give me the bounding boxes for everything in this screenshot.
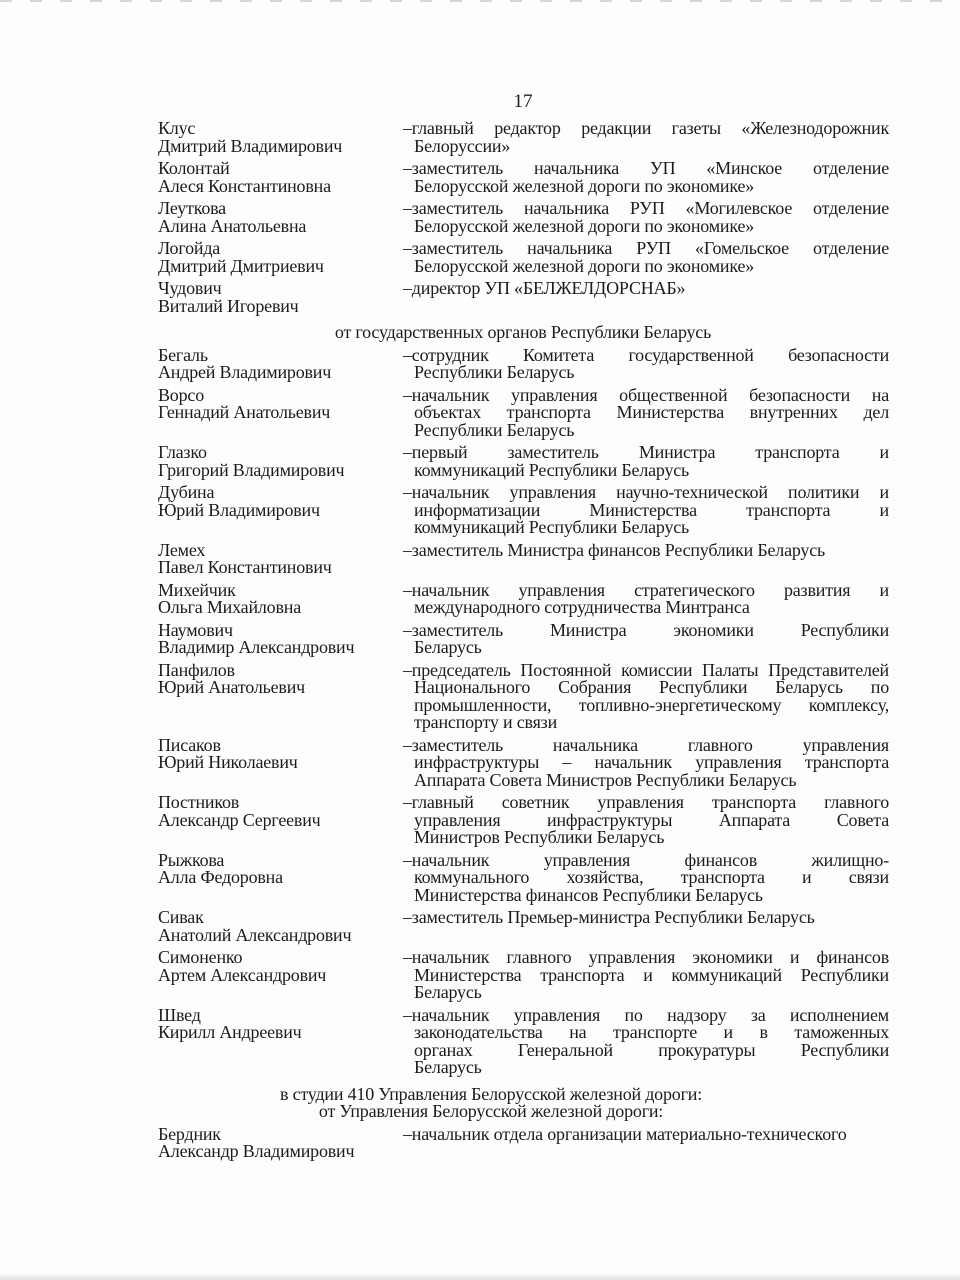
entry-position (403, 1004, 889, 1077)
position-line: информатизации Министерства транспорта и (414, 499, 889, 520)
entry-surname: Наумович (158, 619, 233, 640)
position-line: –начальник управления по надзору за исполнением (403, 1004, 889, 1025)
position-line: коммуникаций Республики Беларусь (414, 459, 690, 480)
entry-surname: Лемех (158, 539, 206, 560)
section-header-group (158, 324, 888, 342)
position-line: –заместитель Министра экономики Республики (403, 619, 889, 640)
list-item (158, 794, 888, 847)
entry-given-name: Григорий Владимирович (158, 459, 345, 480)
position-line: –председатель Постоянной комиссии Палаты Представителей (403, 659, 889, 680)
list-item (158, 240, 888, 275)
entry-name (158, 160, 403, 195)
section (158, 1083, 888, 1161)
position-line: Национального Собрания Республики Беларусь по (414, 677, 889, 697)
list-item (158, 160, 888, 195)
entry-given-name: Владимир Александрович (158, 637, 355, 657)
entry-name (158, 200, 403, 235)
list-item (158, 579, 889, 617)
entry-given-name: Дмитрий Владимирович (158, 135, 343, 156)
entry-given-name: Дмитрий Дмитриевич (158, 255, 324, 276)
entry-position (403, 909, 889, 927)
entry-given-name: Геннадий Анатольевич (158, 402, 331, 422)
entry-surname: Постников (158, 792, 240, 812)
entry-position (403, 659, 889, 732)
position-line: –начальник управления общественной безопасности на (403, 384, 889, 405)
entry-surname: Михейчик (158, 579, 236, 600)
entry-position (403, 344, 889, 382)
list-item (158, 444, 888, 479)
position-line: объектах транспорта Министерства внутренних дел (414, 402, 889, 422)
position-line: –начальник управления финансов жилищно- (403, 849, 889, 870)
entry-name (158, 240, 403, 275)
list-item (158, 909, 888, 944)
entry-given-name: Виталий Игоревич (158, 295, 299, 316)
section-header: от Управления Белорусской железной дороги: (318, 1101, 664, 1121)
position-line: –начальник отдела организации материально-технического (403, 1123, 847, 1144)
position-line: –главный редактор редакции газеты «Железнодорожник (403, 118, 889, 138)
entry-given-name: Ольга Михайловна (158, 597, 301, 617)
entry-given-name: Александр Владимирович (158, 1141, 355, 1161)
position-line: –начальник управления научно-технической политики и (403, 482, 889, 502)
section-header-group (126, 1083, 856, 1121)
position-line: –заместитель Премьер-министра Республики Беларусь (403, 907, 815, 927)
entry-surname: Дубина (158, 482, 215, 502)
entry-surname: Бегаль (158, 344, 208, 365)
entry-position (403, 160, 889, 195)
entry-given-name: Юрий Владимирович (158, 499, 320, 520)
list-item (158, 949, 888, 1002)
entry-given-name: Алеся Константиновна (158, 175, 331, 196)
entry-name (158, 344, 403, 382)
entry-given-name: Артем Александрович (158, 964, 327, 985)
list-item (158, 200, 888, 235)
position-line: Беларусь (414, 637, 482, 657)
entry-given-name: Юрий Николаевич (158, 752, 298, 772)
page-number: 17 (513, 91, 533, 112)
position-line: Республики Беларусь (414, 419, 575, 440)
list-item (158, 539, 888, 577)
section (158, 324, 888, 1077)
entry-name (158, 539, 403, 577)
entry-position (403, 849, 889, 905)
position-line: Белоруссии» (414, 135, 511, 156)
section-header: в студии 410 Управления Белорусской железной дороги: (279, 1083, 702, 1104)
position-line: –директор УП «БЕЛЖЕЛДОРСНАБ» (403, 278, 686, 298)
position-line: Министерства финансов Республики Беларусь (414, 884, 763, 905)
position-line: Министерства транспорта и коммуникаций Республики (414, 964, 889, 985)
entry-name (158, 659, 403, 697)
list-item (158, 120, 888, 155)
list-item (158, 344, 889, 382)
position-line: управления инфраструктуры Аппарата Совета (414, 809, 889, 830)
position-line: Беларусь (414, 1057, 482, 1077)
list-item (158, 280, 888, 315)
entry-position (403, 1123, 889, 1144)
entry-position (403, 120, 889, 155)
position-line: Белорусской железной дороги по экономике» (414, 215, 755, 236)
entry-name (158, 384, 403, 422)
entry-surname: Симоненко (158, 947, 243, 967)
entry-position (403, 539, 889, 560)
entry-surname: Рыжкова (158, 849, 225, 870)
entry-name (158, 484, 403, 519)
entry-surname: Леуткова (158, 198, 226, 218)
position-line: органах Генеральной прокуратуры Республики (414, 1039, 889, 1060)
entry-surname: Клус (158, 118, 196, 138)
list-item (158, 659, 889, 732)
position-line: –начальник главного управления экономики и финансов (403, 947, 889, 967)
entry-surname: Глазко (158, 442, 207, 462)
entry-surname: Писаков (158, 734, 221, 755)
entry-name (158, 120, 403, 155)
position-line: –заместитель Министра финансов Республики Беларусь (403, 539, 826, 560)
entry-position (403, 384, 889, 440)
position-line: Аппарата Совета Министров Республики Беларусь (414, 769, 797, 790)
position-line: –заместитель начальника РУП «Могилевское отделение (403, 198, 889, 218)
list-item (158, 619, 889, 657)
entry-name (158, 849, 403, 887)
entry-name (158, 734, 403, 772)
entry-position (403, 794, 889, 847)
entry-name (158, 949, 403, 984)
entry-position (403, 200, 889, 235)
entry-position (403, 240, 889, 275)
attendee-list (158, 120, 888, 1161)
position-line: –начальник управления стратегического развития и (403, 579, 889, 600)
list-item (158, 1123, 888, 1161)
entry-name (158, 1123, 403, 1161)
entry-given-name: Павел Константинович (158, 557, 332, 577)
entry-surname: Логойда (158, 238, 221, 258)
list-item (158, 1004, 889, 1077)
entry-given-name: Андрей Владимирович (158, 362, 332, 382)
list-item (158, 484, 888, 537)
entry-surname: Сивак (158, 907, 204, 927)
entry-name (158, 1004, 403, 1042)
position-line: промышленности, топливно-энергетическому комплексу, (414, 694, 889, 715)
position-line: –заместитель начальника РУП «Гомельское отделение (403, 238, 889, 258)
entry-position (403, 280, 889, 298)
entry-position (403, 484, 889, 537)
entry-name (158, 280, 403, 315)
entry-given-name: Алла Федоровна (158, 867, 283, 887)
position-line: –сотрудник Комитета государственной безопасности (403, 344, 889, 365)
section (158, 120, 888, 315)
entry-surname: Чудович (158, 278, 222, 298)
position-line: –главный советник управления транспорта главного (403, 792, 889, 812)
scan-edge-artifact-top (0, 0, 960, 2)
entry-name (158, 579, 403, 617)
position-line: –первый заместитель Министра транспорта и (403, 442, 889, 462)
position-line: Республики Беларусь (414, 362, 575, 382)
entry-surname: Колонтай (158, 158, 230, 178)
position-line: Беларусь (414, 982, 482, 1002)
section-header: от государственных органов Республики Беларусь (334, 322, 712, 342)
entry-position (403, 619, 889, 657)
scan-edge-artifact-bottom (0, 1274, 960, 1280)
entry-given-name: Алина Анатольевна (158, 215, 307, 236)
entry-position (403, 734, 889, 790)
entry-surname: Швед (158, 1004, 201, 1025)
position-line: законодательства на транспорте и в таможенных (414, 1022, 889, 1042)
position-line: международного сотрудничества Минтранса (414, 597, 750, 617)
entry-position (403, 949, 889, 1002)
entry-name (158, 619, 403, 657)
position-line: Белорусской железной дороги по экономике» (414, 175, 755, 196)
list-item (158, 734, 889, 790)
position-line: Министров Республики Беларусь (414, 827, 665, 847)
entry-surname: Ворсо (158, 384, 204, 405)
position-line: Белорусской железной дороги по экономике» (414, 255, 755, 276)
entry-position (403, 579, 889, 617)
page-content (158, 92, 888, 1161)
entry-name (158, 794, 403, 829)
position-line: –заместитель начальника главного управления (403, 734, 889, 755)
position-line: инфраструктуры – начальник управления транспорта (414, 752, 889, 772)
position-line: коммуникаций Республики Беларусь (414, 517, 690, 537)
entry-given-name: Кирилл Андреевич (158, 1022, 302, 1042)
position-line: транспорту и связи (414, 712, 558, 732)
entry-given-name: Анатолий Александрович (158, 924, 352, 945)
entry-name (158, 909, 403, 944)
position-line: коммунального хозяйства, транспорта и связи (414, 867, 889, 887)
list-item (158, 849, 889, 905)
entry-position (403, 444, 889, 479)
position-line: –заместитель начальника УП «Минское отделение (403, 158, 889, 178)
list-item (158, 384, 889, 440)
entry-surname: Бердник (158, 1123, 221, 1144)
entry-surname: Панфилов (158, 659, 235, 680)
entry-given-name: Александр Сергеевич (158, 809, 321, 830)
entry-name (158, 444, 403, 479)
entry-given-name: Юрий Анатольевич (158, 677, 305, 697)
